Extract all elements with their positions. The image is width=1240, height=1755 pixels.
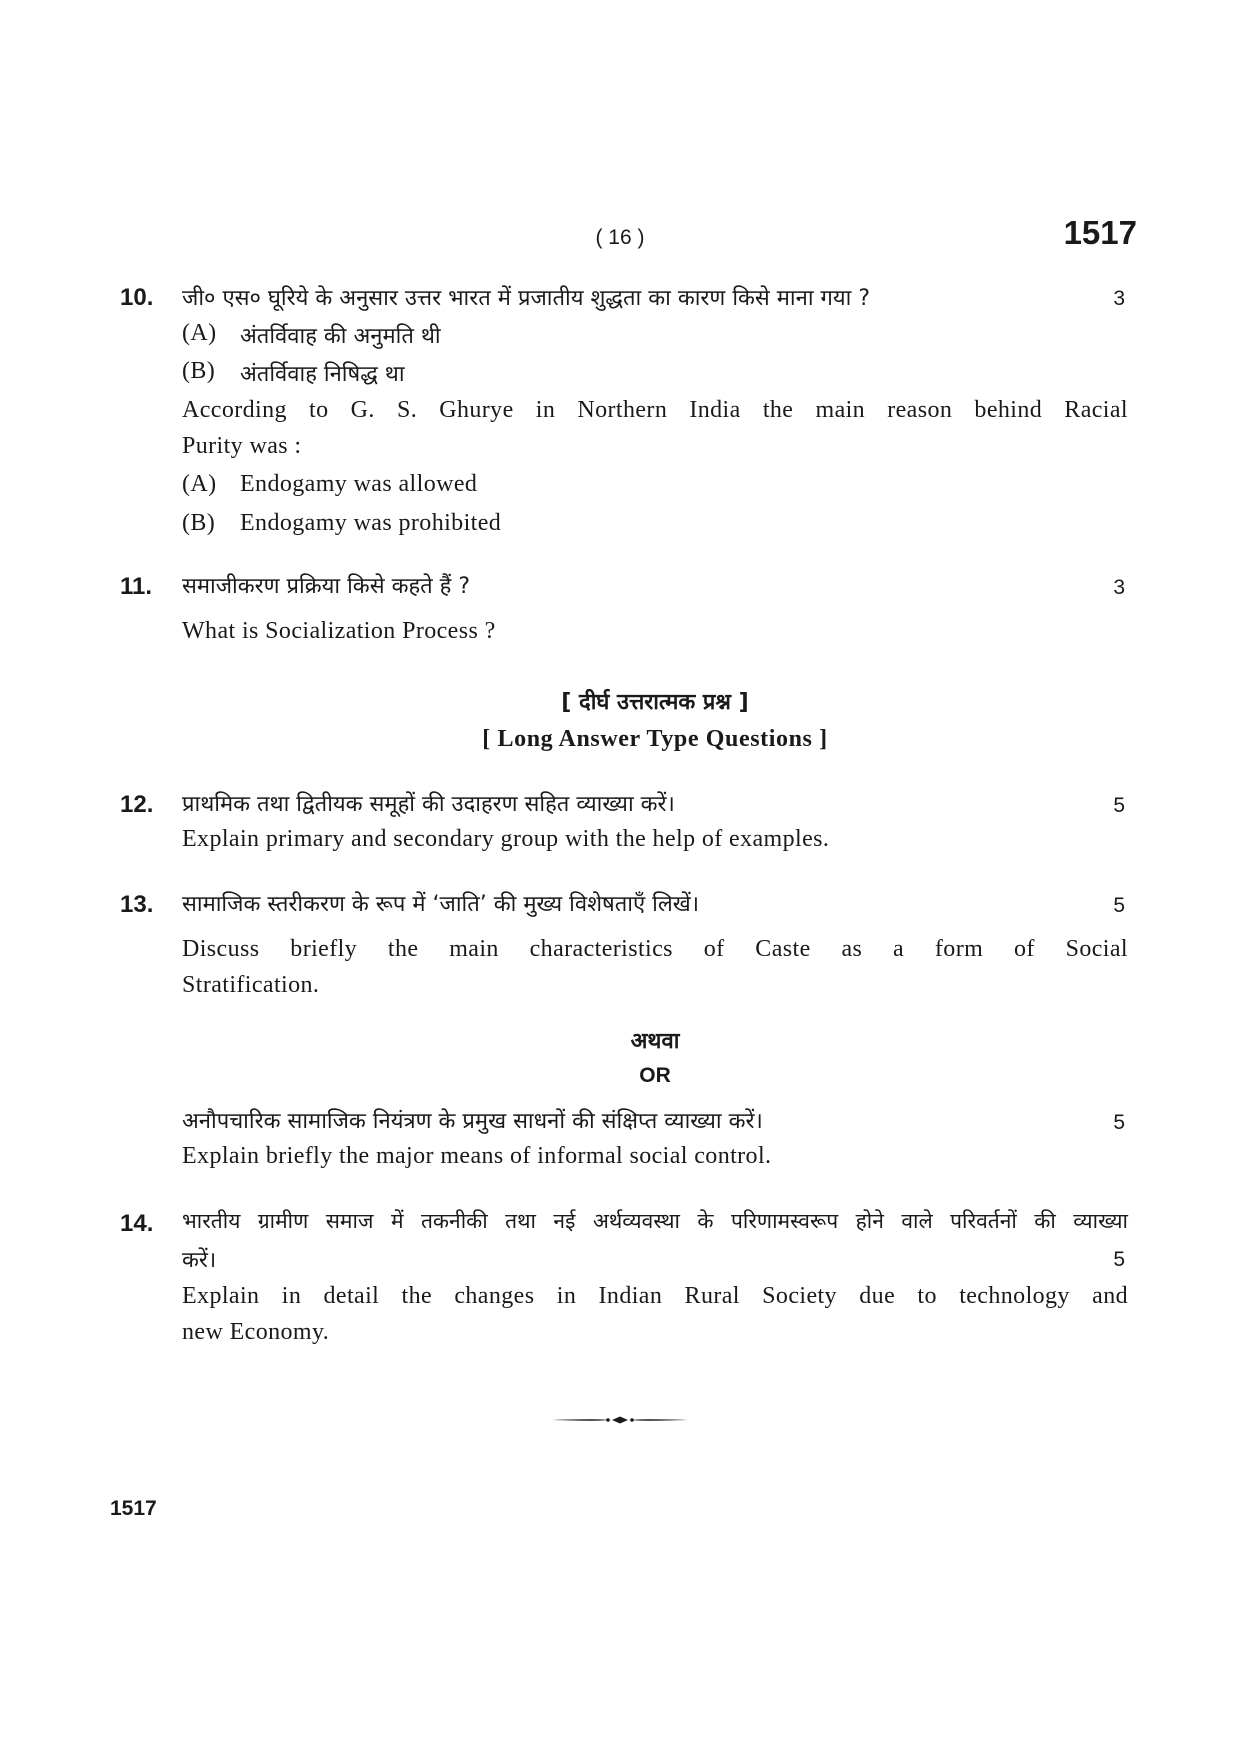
option-text-hindi: अंतर्विवाह की अनुमति थी	[240, 324, 441, 349]
option-label: (A)	[182, 320, 217, 346]
paper-code-header: 1517	[1063, 214, 1137, 251]
alternative-question-hindi: अनौपचारिक सामाजिक नियंत्रण के प्रमुख साधनों की संक्षिप्त व्याख्या करें।	[182, 1109, 763, 1134]
question-number: 13.	[120, 891, 154, 918]
question-text-english-cont: Purity was :	[182, 433, 302, 459]
paper-code-footer: 1517	[110, 1497, 157, 1520]
or-label-english: OR	[639, 1064, 671, 1087]
question-number: 11.	[120, 573, 153, 600]
question-text-english: Explain primary and secondary group with the help of examples.	[182, 826, 830, 852]
question-text-english: What is Socialization Process ?	[182, 618, 496, 644]
question-number: 12.	[120, 791, 154, 818]
question-text-hindi: भारतीय ग्रामीण समाज में तकनीकी तथा नई अर्थव्यवस्था के परिणामस्वरूप होने वाले परिवर्तनों की व्याख्या	[182, 1209, 1128, 1233]
option-label: (B)	[182, 510, 216, 536]
question-text-english: Discuss briefly the main characteristics of Caste as a form of Social	[182, 936, 1128, 962]
question-text-english-cont: Stratification.	[182, 972, 320, 998]
question-number: 10.	[120, 284, 154, 311]
alternative-question-english: Explain briefly the major means of informal social control.	[182, 1143, 772, 1169]
question-text-hindi-cont: करें।	[182, 1248, 217, 1273]
question-marks: 5	[1113, 1248, 1125, 1271]
question-marks: 5	[1113, 794, 1125, 817]
question-text-hindi: सामाजिक स्तरीकरण के रूप में ‘जाति’ की मुख्य विशेषताएँ लिखें।	[182, 892, 700, 917]
question-text-hindi: समाजीकरण प्रक्रिया किसे कहते हैं ?	[182, 574, 471, 599]
end-ornament	[550, 1411, 690, 1430]
option-text-english: Endogamy was allowed	[240, 471, 478, 497]
question-marks: 3	[1113, 287, 1125, 310]
option-label: (B)	[182, 358, 216, 384]
question-text-hindi: जी० एस० घूरिये के अनुसार उत्तर भारत में प्रजातीय शुद्धता का कारण किसे माना गया ?	[182, 286, 871, 311]
option-text-hindi: अंतर्विवाह निषिद्ध था	[240, 362, 405, 387]
question-text-english: Explain in detail the changes in Indian Rural Society due to technology and	[182, 1283, 1128, 1309]
question-text-hindi: प्राथमिक तथा द्वितीयक समूहों की उदाहरण सहित व्याख्या करें।	[182, 792, 675, 817]
section-heading-english: [ Long Answer Type Questions ]	[482, 726, 828, 752]
question-marks: 5	[1113, 894, 1125, 917]
option-text-english: Endogamy was prohibited	[240, 510, 502, 536]
question-text-english-cont: new Economy.	[182, 1319, 330, 1345]
page-number: ( 16 )	[595, 226, 645, 249]
question-marks: 5	[1113, 1111, 1125, 1134]
or-label-hindi: अथवा	[630, 1029, 680, 1054]
question-marks: 3	[1113, 576, 1125, 599]
question-number: 14.	[120, 1210, 154, 1237]
option-label: (A)	[182, 471, 217, 497]
question-text-english: According to G. S. Ghurye in Northern India the main reason behind Racial	[182, 397, 1128, 423]
section-heading-hindi: [ दीर्घ उत्तरात्मक प्रश्न ]	[561, 690, 749, 715]
